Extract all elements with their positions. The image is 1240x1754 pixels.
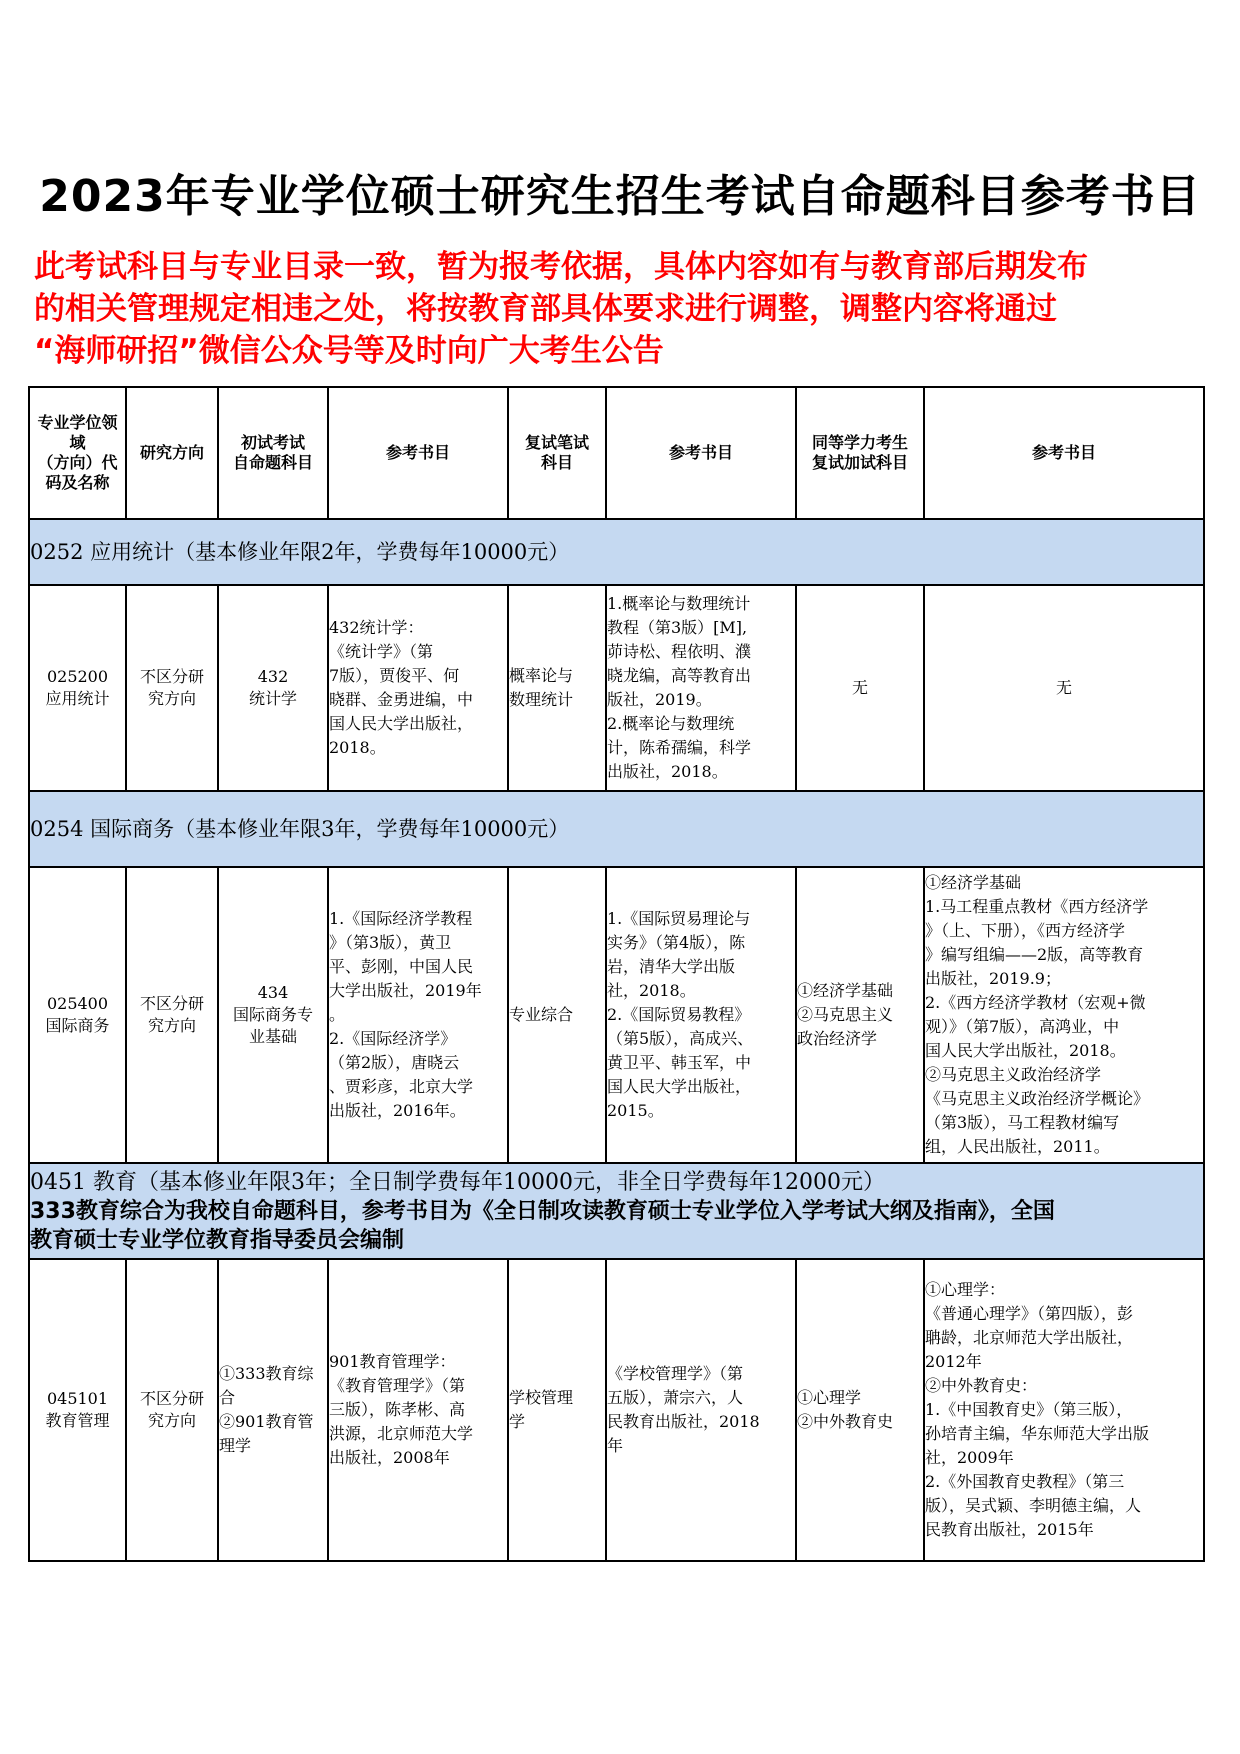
cell-direction: 不区分研 究方向: [126, 867, 218, 1163]
cell-direction: 不区分研 究方向: [126, 585, 218, 791]
section-heading-text: 0451 教育（基本修业年限3年；全日制学费每年10000元，非全日学费每年12000元）: [30, 1169, 885, 1195]
cell-initial-subject: 434 国际商务专 业基础: [218, 867, 328, 1163]
header-row: [29, 387, 1204, 519]
notice: [34, 246, 1204, 372]
section-heading: [29, 1163, 1204, 1259]
cell-initial-subject: 432 统计学: [218, 585, 328, 791]
cell-code: 045101 教育管理: [29, 1259, 126, 1561]
table-row: [29, 585, 1204, 791]
header-reference-books: 参考书目: [924, 387, 1204, 519]
notice-line: “海师研招”微信公众号等及时向广大考生公告: [34, 333, 664, 369]
section-heading-text: 0254 国际商务（基本修业年限3年，学费每年10000元）: [30, 817, 570, 841]
section-heading-text: 教育硕士专业学位教育指导委员会编制: [30, 1227, 405, 1253]
table-row: [29, 1259, 1204, 1561]
cell-code: 025400 国际商务: [29, 867, 126, 1163]
cell-retest-subject: 概率论与 数理统计: [508, 585, 606, 791]
cell-extra-subject: ①经济学基础 ②马克思主义 政治经济学: [796, 867, 924, 1163]
section-heading-cell: [29, 791, 1204, 867]
header-initial-subject: 初试考试 自命题科目: [218, 387, 328, 519]
header-code: 专业学位领域 （方向）代码及名称: [29, 387, 126, 519]
section-heading: [29, 519, 1204, 585]
header-reference-books: 参考书目: [328, 387, 508, 519]
cell-reference-books: 无: [924, 585, 1204, 791]
cell-reference-books: ①经济学基础 1.马工程重点教材《西方经济学 》（上、下册），《西方经济学 》编写组编——2版，高等教育 出版社，2019.9； 2.《西方经济学教材（宏观+微 观）》（第7版），高鸿业，中 国人民大学出版社，2018。 ②马克思主义政治经济学 《马克思主义政治经济学概论》 （第3版），马工程教材编写 组，人民出版社，2011。: [924, 867, 1204, 1163]
cell-retest-subject: 专业综合: [508, 867, 606, 1163]
table-row: [29, 867, 1204, 1163]
header-direction: 研究方向: [126, 387, 218, 519]
cell-reference-books: 1.《国际贸易理论与 实务》（第4版），陈 岩，清华大学出版 社，2018。 2.《国际贸易教程》 （第5版），高成兴、 黄卫平、韩玉军，中 国人民大学出版社， 2015。: [606, 867, 796, 1163]
section-heading-text: 0252 应用统计（基本修业年限2年，学费每年10000元）: [30, 540, 570, 564]
page-title: 2023年专业学位硕士研究生招生考试自命题科目参考书目: [39, 171, 1201, 222]
section-heading-text: 333教育综合为我校自命题科目，参考书目为《全日制攻读教育硕士专业学位入学考试大纲及指南》，全国: [30, 1198, 1055, 1224]
header-extra-subject: 同等学力考生 复试加试科目: [796, 387, 924, 519]
cell-extra-subject: 无: [796, 585, 924, 791]
header-reference-books: 参考书目: [606, 387, 796, 519]
notice-line: 的相关管理规定相违之处，将按教育部具体要求进行调整，调整内容将通过: [34, 291, 1057, 327]
section-heading-cell: [29, 519, 1204, 585]
cell-code: 025200 应用统计: [29, 585, 126, 791]
cell-reference-books: 1.概率论与数理统计 教程（第3版）[M], 茆诗松、程依明、濮 晓龙编，高等教育出 版社，2019。 2.概率论与数理统 计，陈希孺编，科学 出版社，2018。: [606, 585, 796, 791]
cell-retest-subject: 学校管理 学: [508, 1259, 606, 1561]
cell-reference-books: 432统计学： 《统计学》（第 7版），贾俊平、何 晓群、金勇进编，中 国人民大学出版社， 2018。: [328, 585, 508, 791]
cell-reference-books: 《学校管理学》（第 五版），萧宗六，人 民教育出版社，2018 年: [606, 1259, 796, 1561]
header-retest-subject: 复试笔试 科目: [508, 387, 606, 519]
cell-extra-subject: ①心理学 ②中外教育史: [796, 1259, 924, 1561]
reference-table: [28, 386, 1205, 1562]
cell-reference-books: ①心理学： 《普通心理学》（第四版），彭 聃龄，北京师范大学出版社， 2012年 ②中外教育史： 1.《中国教育史》（第三版）， 孙培青主编，华东师范大学出版 社，2009年 2.《外国教育史教程》（第三 版），吴式颖、李明德主编，人 民教育出版社，2015年: [924, 1259, 1204, 1561]
cell-initial-subject: ①333教育综 合 ②901教育管 理学: [218, 1259, 328, 1561]
notice-line: 此考试科目与专业目录一致，暂为报考依据，具体内容如有与教育部后期发布: [34, 249, 1088, 285]
cell-direction: 不区分研 究方向: [126, 1259, 218, 1561]
cell-reference-books: 901教育管理学： 《教育管理学》（第 三版），陈孝彬、高 洪源，北京师范大学 出版社，2008年: [328, 1259, 508, 1561]
section-heading: [29, 791, 1204, 867]
section-heading-cell: [29, 1163, 1204, 1259]
cell-reference-books: 1.《国际经济学教程 》（第3版），黄卫 平、彭刚，中国人民 大学出版社，2019年 。 2.《国际经济学》 （第2版），唐晓云 、贾彩彦，北京大学 出版社，2016年。: [328, 867, 508, 1163]
